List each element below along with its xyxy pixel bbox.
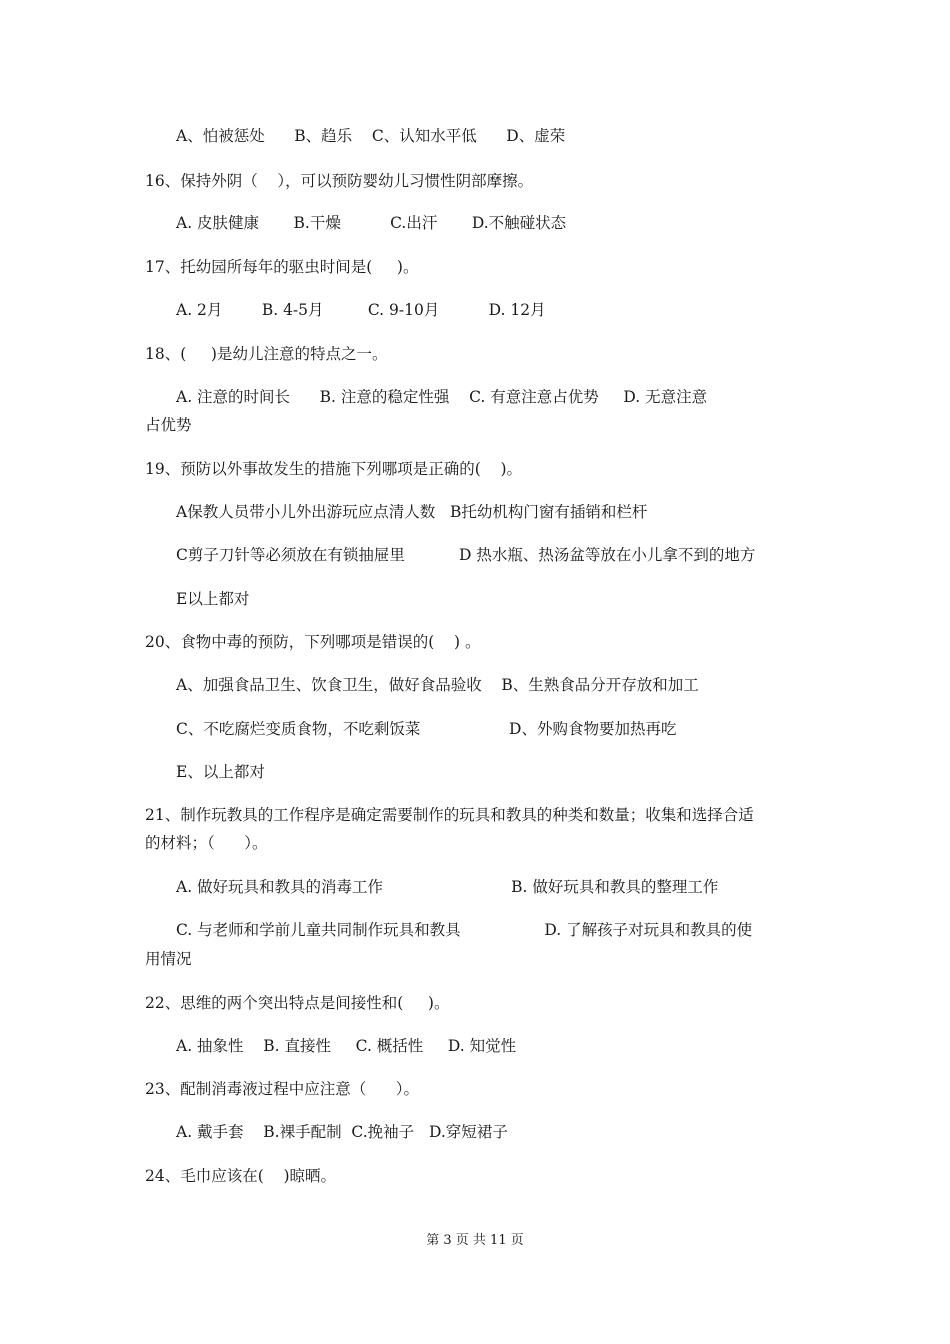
q19-option-e: E以上都对	[176, 590, 250, 608]
q16-stem: 16、保持外阴（ ），可以预防婴幼儿习惯性阴部摩擦。	[145, 172, 534, 190]
q18-stem: 18、( )是幼儿注意的特点之一。	[145, 345, 388, 363]
q19-stem: 19、预防以外事故发生的措施下列哪项是正确的( )。	[145, 460, 523, 478]
q23-stem: 23、配制消毒液过程中应注意（ ）。	[145, 1080, 420, 1098]
q21-option-cd-cont: 用情况	[145, 950, 192, 968]
q21-option-cd: C. 与老师和学前儿童共同制作玩具和教具 D. 了解孩子对玩具和教具的使	[176, 921, 753, 939]
q22-stem: 22、思维的两个突出特点是间接性和( )。	[145, 994, 450, 1012]
q20-option-ab: A、加强食品卫生、饮食卫生，做好食品验收 B、生熟食品分开存放和加工	[176, 676, 699, 694]
q19-option-cd: C剪子刀针等必须放在有锁抽屉里 D 热水瓶、热汤盆等放在小儿拿不到的地方	[176, 546, 756, 564]
q15-options: A、怕被惩处 B、趋乐 C、认知水平低 D、虚荣	[176, 127, 566, 145]
q19-option-ab: A保教人员带小儿外出游玩应点清人数 B托幼机构门窗有插销和栏杆	[176, 503, 648, 521]
q16-options: A. 皮肤健康 B.干燥 C.出汗 D.不触碰状态	[176, 214, 567, 232]
q23-options: A. 戴手套 B.裸手配制 C.挽袖子 D.穿短裙子	[176, 1123, 508, 1141]
q20-stem: 20、食物中毒的预防，下列哪项是错误的( ) 。	[145, 633, 481, 651]
q17-stem: 17、托幼园所每年的驱虫时间是( )。	[145, 258, 419, 276]
q17-options: A. 2月 B. 4-5月 C. 9-10月 D. 12月	[176, 301, 546, 319]
q22-options: A. 抽象性 B. 直接性 C. 概括性 D. 知觉性	[176, 1037, 517, 1055]
q21-stem: 21、制作玩教具的工作程序是确定需要制作的玩具和教具的种类和数量；收集和选择合适	[145, 806, 754, 824]
q24-stem: 24、毛巾应该在( )晾晒。	[145, 1167, 337, 1185]
q21-option-ab: A. 做好玩具和教具的消毒工作 B. 做好玩具和教具的整理工作	[176, 878, 719, 896]
q20-option-cd: C、不吃腐烂变质食物，不吃剩饭菜 D、外购食物要加热再吃	[176, 720, 677, 738]
q21-stem-cont: 的材料；（ ）。	[145, 834, 268, 852]
q18-options: A. 注意的时间长 B. 注意的稳定性强 C. 有意注意占优势 D. 无意注意	[176, 388, 708, 406]
q18-options-cont: 占优势	[145, 416, 192, 434]
q20-option-e: E、以上都对	[176, 763, 265, 781]
page-footer: 第 3 页 共 11 页	[426, 1233, 524, 1248]
